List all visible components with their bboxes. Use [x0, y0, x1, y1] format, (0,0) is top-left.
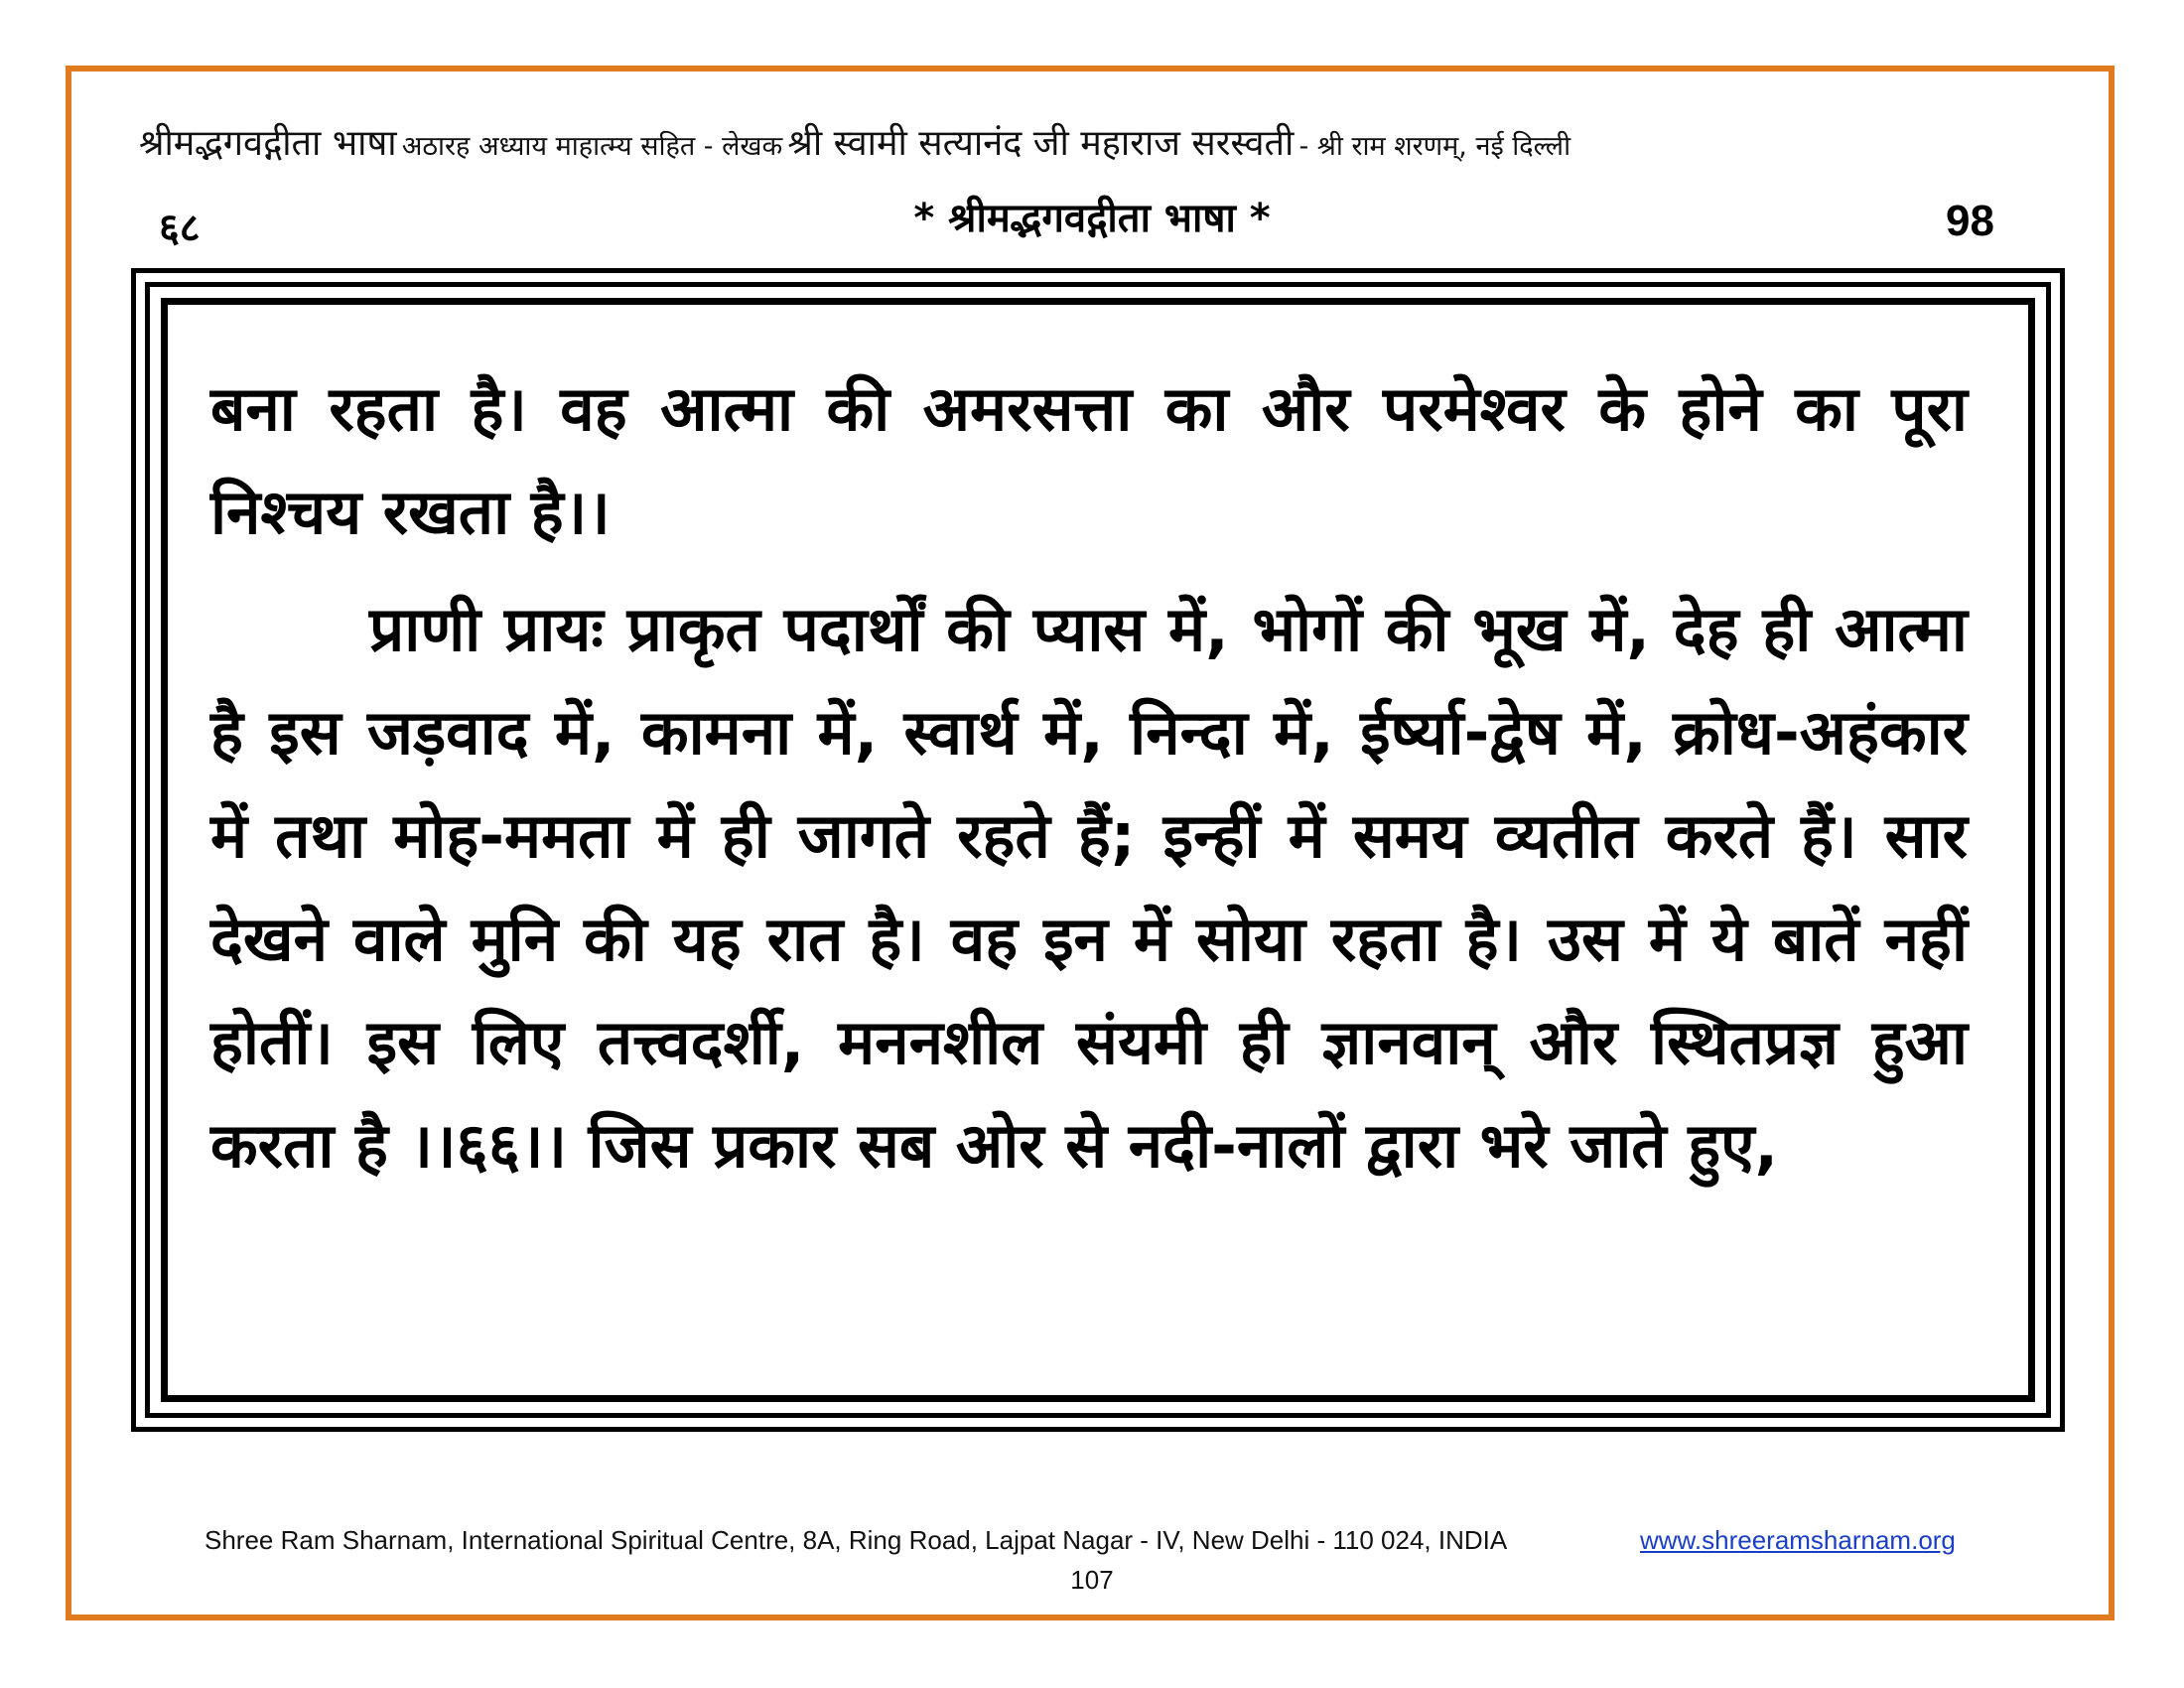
paragraph-1: बना रहता है। वह आत्मा की अमरसत्ता का और परमेश्वर के होने का पूरा निश्चय रखता है।। — [210, 372, 1968, 548]
publisher-name: - श्री राम शरणम्, नई दिल्ली — [1298, 131, 1571, 162]
right-page-number: 98 — [1946, 197, 1994, 245]
book-title: श्रीमद्भगवद्गीता भाषा — [139, 123, 397, 164]
book-subtitle: अठारह अध्याय माहात्म्य सहित - लेखक — [401, 131, 783, 162]
footer-address: Shree Ram Sharnam, International Spiritual Centre, 8A, Ring Road, Lajpat Nagar - IV, New Delhi - 110 024, INDIA — [205, 1525, 1508, 1555]
page-title: * श्रीमद्भगवद्गीता भाषा * — [913, 196, 1271, 241]
footer-page-number: 107 — [1070, 1565, 1114, 1595]
document-header — [139, 117, 2055, 166]
paragraph-2: प्राणी प्रायः प्राकृत पदार्थों की प्यास में, भोगों की भूख में, देह ही आत्मा है इस जड़वाद में, कामना में, स्वार्थ में, निन्दा में, ईर्ष्या-द्वेष में, क्रोध-अहंकार में तथा मोह-ममता में ही जागते रहते हैं; इन्हीं में समय व्यतीत करते हैं। सार देखने वाले मुनि की यह रात है। वह इन में सोया रहता है। उस में ये बातें नहीं होतीं। इस लिए तत्त्वदर्शी, मननशील संयमी ही ज्ञानवान् और स्थितप्रज्ञ हुआ करता है ।।६६।। जिस प्रकार सब ओर से नदी-नालों द्वारा भरे जाते हुए, — [210, 593, 1968, 1182]
scripture-text — [210, 357, 1968, 1197]
website-link[interactable]: www.shreeramsharnam.org — [1640, 1525, 1956, 1555]
author-name: श्री स्वामी सत्यानंद जी महाराज सरस्वती — [787, 123, 1295, 164]
left-page-number: ६८ — [159, 206, 201, 251]
